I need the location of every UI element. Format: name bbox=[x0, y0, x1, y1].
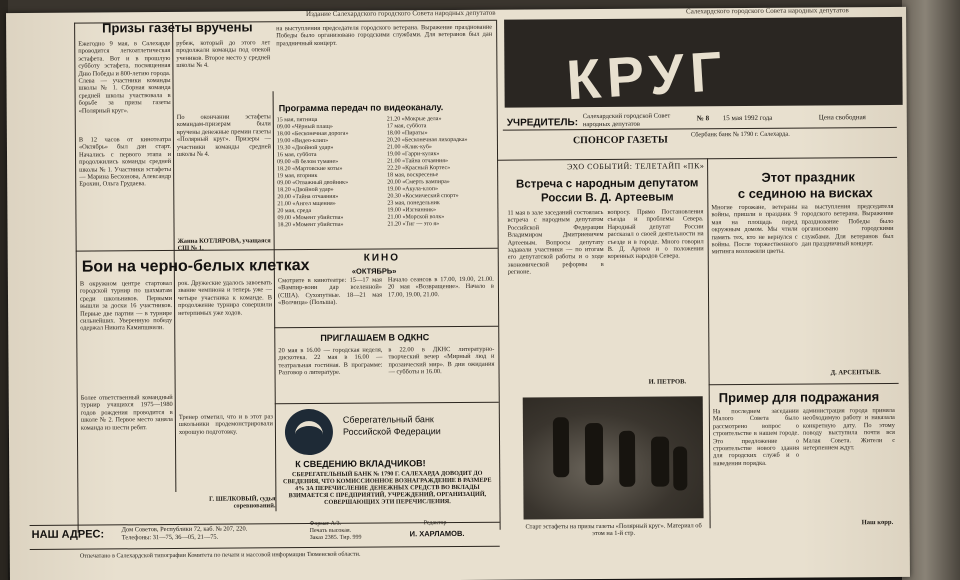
footer-order: Заказ 2385. Тир. 999 bbox=[309, 534, 362, 542]
sber-notice-text: СБЕРЕГАТЕЛЬНЫЙ БАНК № 1790 Г. САЛЕХАРДА ДОВОДИТ ДО СВЕДЕНИЯ, ЧТО КОМИССИОННОЕ ВОЗНАГРАЖДЕНИЕ В РАЗМЕРЕ 4% ЗА ПЕРЕЧИСЛЕНИЕ ДЕНЕЖНЫХ СРЕДСТВ ВО ВКЛАДЫ ВЗИМАЕТСЯ С ПРЕДПРИЯТИЙ, УЧРЕЖДЕНИЙ, ОРГАНИЗАЦИЙ, СОВЕРШАЮЩИХ ЭТИ ПЕРЕЧИСЛЕНИЯ. bbox=[283, 469, 492, 506]
top-strip-left: Издание Салехардского городского Совета народных депутатов bbox=[306, 8, 496, 19]
headline-prizes: Призы газеты вручены bbox=[102, 19, 253, 36]
program-line: 19.30 «Двойной удар» bbox=[276, 144, 334, 152]
program-line: 23 мая, понедельник bbox=[387, 200, 440, 207]
article-chess-signature: Г. ШЕЛКОВЫЙ, судья соревнований. bbox=[209, 495, 276, 510]
sponsor-text: Сбербанк банк № 1790 г. Салехарда. bbox=[690, 130, 790, 139]
column-rule bbox=[496, 20, 501, 530]
program-line: 09.00 «Чёрный плащ» bbox=[276, 123, 333, 131]
odkns-text-left: 20 мая в 16.00 — городская неделя, дискотека. 22 мая в 16.00 — театральная гостиная. В программе: Разговор о литературе. bbox=[278, 346, 383, 377]
section-rule bbox=[497, 157, 897, 161]
footer-phones: Телефоны: 31—75, 36—05, 21—75. bbox=[121, 533, 219, 542]
cinema-text-right: Начало сеансов в 17.00, 19.00, 21.00. 20 мая «Возвращение». Начало в 17.00, 19.00, 21.00. bbox=[387, 275, 494, 299]
binder-spine bbox=[902, 0, 960, 580]
photo-figure bbox=[585, 423, 603, 485]
program-line: 21.00 «Тайна отчаяния» bbox=[387, 158, 449, 165]
founder-label: УЧРЕДИТЕЛЬ: bbox=[506, 117, 579, 129]
issue-date: 15 мая 1992 года bbox=[722, 113, 773, 123]
footer-print: Печать высокая. bbox=[309, 527, 352, 535]
program-line: 20 мая, среда bbox=[277, 208, 312, 215]
footer-editor: И. ХАРЛАМОВ. bbox=[409, 528, 465, 539]
program-line: 22.20 «Красный Кортес» bbox=[387, 165, 451, 172]
article-prizes-text-b: В 12 часов от кинотеатра «Октябрь» был дан старт. Начались с первого этапа и продолжились команды средней школы № 1. Участники эстафеты — Марина Бесхонова, Александр Ерохин, Ольга Грудаева. bbox=[78, 136, 172, 189]
newspaper-page bbox=[6, 7, 910, 580]
footer-address: Дом Советов, Республики 72, каб. № 207, 220. bbox=[121, 525, 248, 534]
issue-number: № 8 bbox=[696, 114, 710, 123]
odkns-text-right: в 22.00 в ДКНС литературно-творческий вечер «Мирный люд и прозаический мир». В дни ожидания — субботы и 16.00. bbox=[388, 345, 495, 376]
program-line: 20.20 «Бесконечная лихорадка» bbox=[386, 136, 468, 144]
sberbank-logo-icon bbox=[285, 409, 333, 455]
photo-relay-start bbox=[523, 396, 704, 519]
issue-price: Цена свободная bbox=[818, 113, 866, 122]
photo-caption: Старт эстафеты на призы газеты «Полярный круг». Материал об этом на 1-й стр. bbox=[525, 522, 702, 538]
section-rule bbox=[274, 326, 498, 329]
headline-holiday-1: Этот праздник bbox=[761, 169, 855, 185]
article-prizes-signature: Жанна КОТЛЯРОВА, учащаяся СШ № 1. bbox=[177, 237, 271, 252]
column-rule bbox=[707, 158, 711, 528]
headline-program: Программа передач по видеоканалу. bbox=[278, 102, 444, 114]
article-meeting-text-a: 11 мая в зале заседаний состоялась встреча с народным депутатом Российской Федерации Владимиром Дмитриевичем Артеевым. Вопросы депутату задавали участники — по итогам его депутатской работы и о ходе экономической реформы в регионе. bbox=[507, 208, 604, 276]
program-line: 21.00 «Клик-куб» bbox=[386, 144, 432, 151]
program-line: 18.20 «Мартовские коты» bbox=[277, 165, 343, 173]
headline-depositors: К СВЕДЕНИЮ ВКЛАДЧИКОВ! bbox=[295, 458, 426, 470]
program-line: 09.00 «В белом тумане» bbox=[277, 158, 339, 166]
article-holiday-text-a: Многие горожане, ветераны войны, пришли в праздник 9 мая на площадь перед окружным домом. Мы чтили память тех, кто не вернулся с войны. После торжественного митинга возложили цветы. bbox=[711, 203, 798, 256]
program-list-left bbox=[277, 117, 384, 246]
cinema-name: «ОКТЯБРЬ» bbox=[351, 266, 397, 276]
article-example-text-b: администрация города приняла необходимую работу и наказала конкретную дату. По этому поводу выступила почти вся Малая Совета. Жители с нетерпением ждут. bbox=[802, 406, 896, 452]
article-continuation-text: на выступления председателя городского ветерана. Выражение празднование Победы было организовано городскими службами. Для ветеранов был дан праздничный концерт. bbox=[276, 23, 493, 48]
program-line: 19.00 «Гарри-кулак» bbox=[386, 151, 440, 158]
program-line: 18.20 «Двойной удар» bbox=[277, 186, 334, 194]
article-holiday-signature: Д. АРСЕНТЬЕВ. bbox=[830, 369, 881, 377]
headline-odkns: ПРИГЛАШАЕМ В ОДКНС bbox=[320, 332, 430, 343]
program-line: 20.00 «Смерть вампира» bbox=[387, 179, 450, 186]
program-line: 21.20 «Мокрые дела» bbox=[386, 116, 442, 123]
masthead-title: КРУГ bbox=[564, 38, 730, 112]
footer-printed-by: Отпечатано в Салехардской типографии Комитета по печати и массовой информации Тюменской области. bbox=[79, 550, 361, 560]
program-line: 17 мая, суббота bbox=[386, 123, 427, 130]
program-line: 18.00 «Пираты» bbox=[386, 130, 428, 137]
article-example-signature: Наш корр. bbox=[861, 518, 894, 527]
article-meeting-signature: И. ПЕТРОВ. bbox=[648, 378, 687, 386]
article-prizes-text-c: рубеж, который до этого лет продолжали команды под опекой учеников. Второе место у средней школы № 4. bbox=[176, 39, 271, 70]
program-line: 21.00 «Морской волк» bbox=[387, 214, 445, 221]
program-line: 15 мая, пятница bbox=[276, 116, 318, 124]
article-prizes-text-d: По окончании эстафеты командам-призерам были вручены денежные премии газеты «Полярный круг». Призеры — участники команды средней школы № 4. bbox=[176, 113, 271, 158]
program-line: 21.20 «Тиг — это я» bbox=[387, 221, 440, 228]
photo-figure bbox=[673, 446, 687, 490]
footer-format: Формат А/3. bbox=[309, 520, 342, 528]
article-chess-text-d: Тренер отметил, что и в этот раз школьники продемонстрировали хорошую подготовку. bbox=[178, 413, 273, 436]
article-prizes-text-a: Ежегодно 9 мая, в Салехарде проводится легкоатлетическая эстафета. Вот и в прошлую субботу эстафета, посвященная Дню Победы и 800-летию города. Слева — участники команды школы № 1. Сборная команда средней школы участвовала в борьбе за призы газеты «Полярный круг». bbox=[78, 40, 171, 115]
program-line: 20.00 «Тайна отчаяния» bbox=[277, 193, 339, 201]
article-meeting-text-b: вопросу. Прямо Постановления съезда и проблемы Севера. Народный депутат России рассказал о своей деятельности на съезде и в городе. Много говорил В. Д. Артеев и о положении коренных народов Севера. bbox=[607, 208, 704, 261]
founder-text: Салехардский городской Совет народных депутатов bbox=[582, 112, 671, 128]
photo-figure bbox=[651, 437, 669, 487]
article-chess-text-b: Более ответственный командный турнир учащихся 1975—1980 годов рождения проводится в школе № 2. Первое место заняла команда из шести ребят. bbox=[80, 393, 173, 432]
event-kicker: ЭХО СОБЫТИЙ: ТЕЛЕТАЙП «ПК» bbox=[567, 161, 705, 172]
photo-figure bbox=[619, 431, 635, 487]
column-rule bbox=[273, 91, 277, 511]
article-example-text-a: На последнем заседании Малого Совета было рассмотрено вопрос о строительстве в нашем городе. Это предложение о строительстве нового здания для городских служб и о наведении порядка. bbox=[712, 407, 800, 468]
headline-example: Пример для подражания bbox=[718, 389, 880, 406]
sber-name-line1: Сберегательный банк bbox=[342, 414, 434, 425]
section-rule bbox=[274, 248, 498, 251]
article-chess-text-c: рок. Дружеские удалось завоевать звание чемпиона и теперь уже — четыре участника к команде. В продолжение турнира совершили нетерпимых уже ходов. bbox=[177, 279, 273, 317]
program-line: 18 мая, воскресенье bbox=[387, 172, 439, 179]
program-line: 09.00 «Отважный двойник» bbox=[277, 179, 349, 187]
footer-editor-label: Редактор bbox=[423, 520, 447, 527]
article-holiday-text-b: на выступления председателя городского ветерана. Выражение празднование Победы было организовано городскими службами. Для ветеранов был дан праздничный концерт. bbox=[801, 202, 894, 248]
sber-name-line2: Российской Федерации bbox=[342, 426, 441, 437]
program-list-right bbox=[387, 116, 494, 245]
program-line: 09.00 «Момент убийства» bbox=[277, 214, 344, 222]
footer-address-label: НАШ АДРЕС: bbox=[31, 528, 105, 541]
program-line: 21.00 «Ангел мщения» bbox=[277, 200, 336, 208]
program-line: 18.20 «Момент убийства» bbox=[277, 221, 344, 229]
section-rule bbox=[709, 383, 899, 385]
cinema-text-left: Смотрите в кинотеатре: 15—17 мая «Вампир-воин дар вселенной» (США). Сухопутные. 18—21 мая «Волчица» (Польша). bbox=[277, 276, 383, 307]
top-strip-right: Салехардского городского Совета народных депутатов bbox=[685, 6, 849, 16]
article-chess-text-a: В окружном центре стартовал городской турнир по шахматам среди школьников. Первыми вышли за доски 16 участников. Первые две партии — в турнире сильнейших. Уверенную победу одержал Никита Камипшвили. bbox=[79, 279, 173, 333]
program-line: 19.00 «Акула-клоп» bbox=[387, 186, 438, 193]
program-line: 16 мая, суббота bbox=[276, 151, 317, 159]
headline-holiday-2: с сединою на висках bbox=[737, 185, 873, 202]
headline-cinema: КИНО bbox=[363, 252, 401, 264]
photo-figure bbox=[553, 417, 569, 477]
program-line: 19.00 «Изгнанник» bbox=[387, 207, 437, 214]
headline-chess: Бои на черно-белых клетках bbox=[81, 257, 310, 276]
program-line: 19 мая, вторник bbox=[277, 172, 318, 180]
program-line: 19.00 «Видео-клип» bbox=[276, 137, 329, 145]
program-line: 20.30 «Космический спорт» bbox=[387, 192, 459, 200]
section-rule bbox=[275, 402, 499, 405]
sponsor-label: СПОНСОР ГАЗЕТЫ bbox=[572, 134, 668, 147]
headline-meeting: Встреча с народным депутатом России В. Д. Артеевым bbox=[515, 177, 699, 205]
program-line: 18.00 «Бесконечная дорога» bbox=[276, 130, 349, 138]
